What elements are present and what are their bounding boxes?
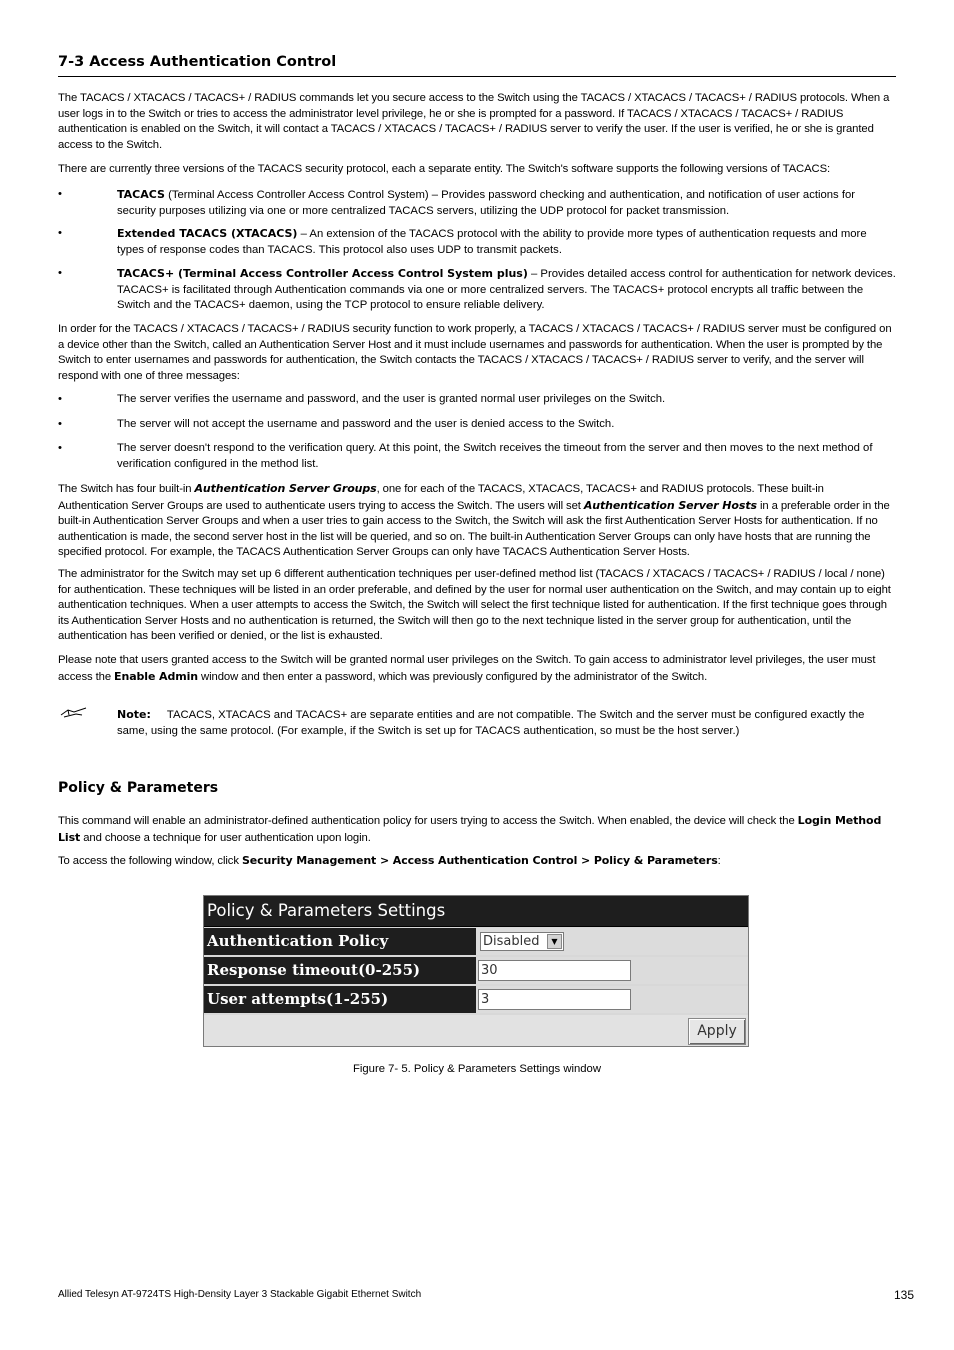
user-attempts-input[interactable]: 3 [478,989,631,1010]
admin-paragraph: Please note that users granted access to the Switch will be granted normal user privileges on the Switch. To gain access to administrator level privileges, the user must access the Enable Admin window and then enter a password, which was previously configured by the administrator of the Switch. [58,654,876,683]
note: Note: TACACS, XTACACS and TACACS+ are separate entities and are not compatible. The Switch and the server must be configured exactly the same, using the same protocol. (For example, if the Switch is set up for TACACS authentication, so must be the host server.) [117,708,865,737]
policy-paragraph: This command will enable an administrator-defined authentication policy for users trying to access the Switch. When enabled, the device will check the Login Method List and choose a technique for user authentication upon login. [58,814,882,844]
response-timeout-input[interactable]: 30 [478,960,631,981]
policy-label: Authentication Policy [204,928,476,955]
subsection-title: Policy & Parameters [58,780,219,796]
timeout-label: Response timeout(0-255) [204,957,476,984]
window-title: Policy & Parameters Settings [204,896,748,927]
apply-button[interactable]: Apply [688,1018,746,1045]
navigation-path: To access the following window, click Security Management > Access Authentication Control > Policy & Parameters: [58,854,721,867]
versions-intro: There are currently three versions of the TACACS security protocol, each a separate entity. The Switch's software supports the following versions of TACACS: [58,163,831,175]
footer-product-name: Allied Telesyn AT-9724TS High-Density Layer 3 Stackable Gigabit Ethernet Switch [58,1289,422,1300]
button-bar [204,1015,748,1046]
policy-parameters-window [203,895,749,1047]
figure-caption: Figure 7- 5. Policy & Parameters Settings window [352,1063,601,1075]
policy-row [204,927,748,956]
intro-paragraph: The TACACS / XTACACS / TACACS+ / RADIUS commands let you secure access to the Switch using the TACACS / XTACACS / TACACS+ / RADIUS protocols. When a user logs in to the Switch or tries to access the administrator level privilege, he or she is prompted for a password. If TACACS / XTACACS / TACACS+ / RADIUS authentication is enabled on the Switch, it will contact a TACACS / XTACACS / TACACS+ / RADIUS server to verify the user. If the user is verified, he or she is granted access to the Switch. [58,92,890,151]
attempts-row [204,985,748,1014]
timeout-row [204,956,748,985]
authentication-policy-select[interactable]: Disabled ▼ [480,932,564,951]
server-paragraph: In order for the TACACS / XTACACS / TACACS+ / RADIUS security function to work properly, a TACACS / XTACACS / TACACS+ / RADIUS server must be configured on a device other than the Switch, called an Authentication Server Host and it must include usernames and passwords for authentication. When the user is prompted by the Switch to enter usernames and passwords for authentication, the Switch contacts the TACACS / XTACACS / TACACS+ / RADIUS server to verify, and the server will respond with one of three messages: [58,323,892,382]
page-number: 135 [893,1288,914,1302]
techniques-paragraph: The administrator for the Switch may set up 6 different authentication techniques per user-defined method list (TACACS / XTACACS / TACACS+ / RADIUS / local / none) for authentication. These techniques will be listed in an order preferable, and defined by the user for normal user authentication on the Switch, and may contain up to eight authentication techniques. When a user attempts to access the Switch, the Switch will select the first technique listed for authentication. If the first technique goes through its Authentication Server Hosts and no authentication is returned, the Switch will then go to the next technique listed in the server group for authentication, until the authentication has been verified or denied, or the list is exhausted. [58,568,891,642]
dropdown-arrow-icon[interactable]: ▼ [547,934,562,949]
server-groups-paragraph: The Switch has four built-in Authentication Server Groups, one for each of the TACACS, XTACACS, TACACS+ and RADIUS protocols. These built-in Authentication Server Groups are used to authenticate users trying to access the Switch. The users will set Authentication Server Hosts in a preferable order in the built-in Authentication Server Groups and when a user tries to gain access to the Switch, the Switch will ask the first Authentication Server Hosts for authentication. If no authentication is made, the second server host in the list will be queried, and so on. The built-in Authentication Server Groups can only have hosts that are running the specified protocol. For example, the TACACS Authentication Server Groups can only have TACACS Authentication Server Hosts. [58,482,890,558]
section-title: 7-3 Access Authentication Control [58,54,896,77]
note-hand-icon [60,706,88,720]
attempts-label: User attempts(1-255) [204,986,476,1013]
